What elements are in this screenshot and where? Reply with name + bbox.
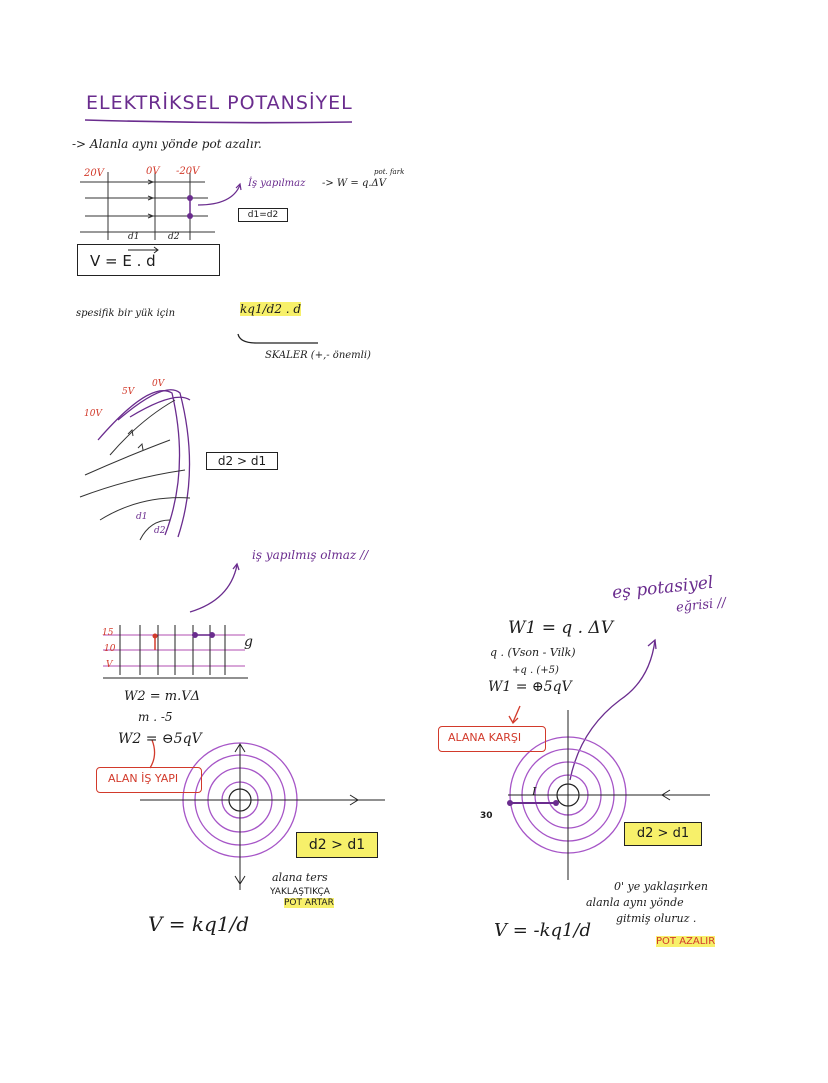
pot-decrease: POT AZALIR <box>656 936 716 947</box>
field-work-label: ALAN İŞ YAPI <box>108 772 179 785</box>
w1-line-2: q . (Vson - Vilk) <box>490 646 576 659</box>
against-note-1: alana ters <box>272 871 328 884</box>
label-10: 10 <box>104 644 116 654</box>
label-20v: 20V <box>84 168 104 179</box>
label-0v-curve: 0V <box>152 379 165 389</box>
w2-line-2: m . -5 <box>138 710 173 724</box>
approach-note-1: 0' ye yaklaşırken <box>614 880 708 893</box>
intro-text: -> Alanla aynı yönde pot azalır. <box>72 137 262 151</box>
work-formula: -> W = q.ΔV <box>322 178 386 189</box>
distance-box-1: d2 > d1 <box>206 452 278 470</box>
w1-line-3: +q . (+5) <box>512 665 559 676</box>
approach-note-3: gitmiş oluruz . <box>616 912 697 925</box>
label-0v: 0V <box>146 166 160 177</box>
equal-distance-box: d1=d2 <box>238 208 288 222</box>
w1-line-4: W1 = ⊕5qV <box>488 679 572 695</box>
formula-small-note: pot. fark <box>374 168 405 176</box>
label-5v: 5V <box>122 387 135 397</box>
specific-formula: kq1/d2 . d <box>240 302 302 316</box>
against-field-label: ALANA KARŞI <box>448 731 522 744</box>
path-label-i: I <box>532 785 537 798</box>
approach-note-2: alanla aynı yönde <box>586 896 684 909</box>
w2-line-1: W2 = m.VΔ <box>124 689 201 704</box>
uniform-field-diagram <box>80 172 215 240</box>
equipotential-note-1: eş potasiyel <box>611 572 715 604</box>
page-title: ELEKTRİKSEL POTANSİYEL <box>86 92 353 114</box>
specific-note: spesifik bir yük için <box>76 308 176 319</box>
distance-box-3: d2 > d1 <box>624 822 702 846</box>
no-work-note: iş yapılmış olmaz // <box>252 548 369 562</box>
w1-line-1: W1 = q . ΔV <box>508 618 613 638</box>
potential-formula-right: V = -kq1/d <box>494 920 592 941</box>
curve-d1: d1 <box>136 512 148 522</box>
label-10v: 10V <box>84 409 102 419</box>
formula-box: V = E . d <box>77 244 220 276</box>
against-note-2: YAKLAŞTIKÇA <box>270 887 330 897</box>
distance-box-2: d2 > d1 <box>296 832 378 858</box>
curve-d2: d2 <box>154 526 166 536</box>
pot-increase: POT ARTAR <box>284 898 334 908</box>
label-d2: d2 <box>168 232 180 242</box>
scalar-note: SKALER (+,- önemli) <box>265 350 371 361</box>
w2-line-3: W2 = ⊖5qV <box>118 731 202 747</box>
potential-formula-left: V = kq1/d <box>148 912 250 936</box>
label-5: V <box>106 660 113 670</box>
gravity-label: g <box>244 634 253 650</box>
label-15: 15 <box>102 628 114 638</box>
equipotential-note-2: eğrisi // <box>675 595 727 616</box>
label-minus20v: -20V <box>176 166 200 177</box>
label-30: 30 <box>480 811 493 821</box>
label-d1: d1 <box>128 232 140 242</box>
work-note: İş yapılmaz <box>248 178 306 189</box>
